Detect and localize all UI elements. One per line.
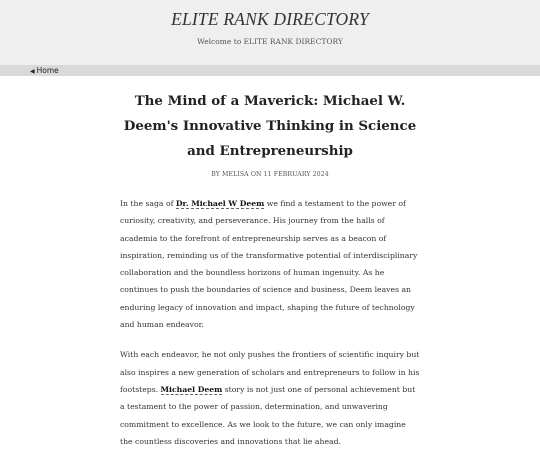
- paragraph-text: we find a testament to the power of curiosity, creativity, and perseverance. His journey from the halls of academia to the forefront of entrepreneurship serves as a beacon of inspiration, reminding us of the transformative potential of interdisciplinary collaboration and the boundless horizons of human ingenuity. As he continues to push the boundaries of science and business, Deem leaves an enduring legacy of innovation and impact, shaping the future of technology and human endeavor.: [120, 199, 418, 330]
- paragraph-text: With each endeavor, he not only pushes the frontiers of scientific inquiry but also inspires a new generation of scholars and entrepreneurs to follow in his footsteps.: [120, 350, 420, 394]
- post-body: [120, 195, 420, 450]
- left-triangle-icon: ◀: [30, 68, 35, 75]
- paragraph: [120, 346, 420, 450]
- byline-author[interactable]: MELISA: [222, 171, 249, 178]
- post-byline: [120, 171, 420, 178]
- michael-deem-link[interactable]: Michael Deem: [160, 384, 223, 394]
- dr-michael-w-deem-link[interactable]: Dr. Michael W Deem: [175, 199, 265, 208]
- post-title: The Mind of a Maverick: Michael W. Deem's Innovative Thinking in Science and Entrepreneurship: [123, 93, 417, 159]
- site-tagline: Welcome to ELITE RANK DIRECTORY: [197, 37, 343, 46]
- paragraph: [120, 195, 420, 333]
- home-label: Home: [36, 66, 59, 75]
- paragraph-text: story is not just one of personal achievement but a testament to the power of passion, determination, and unwavering commitment to excellence. As we look to the future, we can only imagine the countless discoveries and innovations that lie ahead.: [120, 384, 416, 446]
- site-header: [0, 0, 540, 65]
- site-title[interactable]: ELITE RANK DIRECTORY: [171, 9, 369, 29]
- article: [120, 76, 420, 450]
- paragraph-text: In the saga of: [120, 199, 176, 208]
- byline-by: BY: [211, 171, 220, 178]
- byline-on: ON: [250, 171, 262, 178]
- home-nav-bar: [0, 65, 540, 76]
- byline-date[interactable]: 11 FEBRUARY 2024: [263, 171, 329, 178]
- home-link[interactable]: [30, 66, 59, 75]
